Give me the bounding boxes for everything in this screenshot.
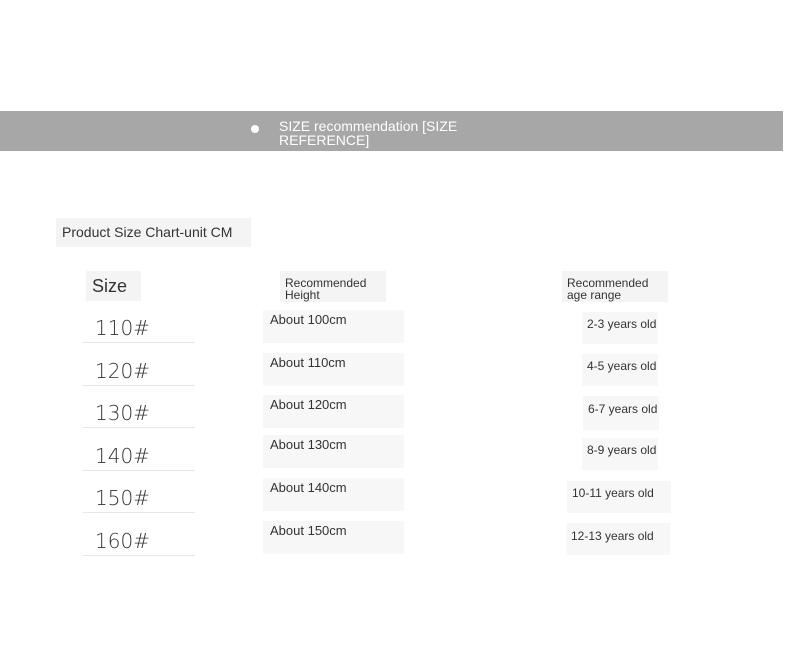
height-cell: About 150cm [263, 521, 404, 554]
age-cell: 4-5 years old [582, 354, 658, 386]
age-cell: 12-13 years old [566, 523, 670, 555]
height-cell: About 120cm [263, 395, 404, 428]
height-cell: About 140cm [263, 478, 404, 511]
size-cell: 130# [83, 398, 195, 428]
size-cell: 140# [83, 441, 195, 471]
height-cell: About 130cm [263, 435, 404, 468]
age-cell: 8-9 years old [582, 438, 658, 470]
header-recommended-height: Recommended Height [280, 271, 386, 302]
bullet-dot-icon [251, 125, 259, 133]
section-banner [0, 111, 783, 151]
height-cell: About 100cm [263, 310, 404, 343]
age-cell: 10-11 years old [567, 481, 671, 513]
header-size: Size [86, 271, 141, 301]
header-recommended-age: Recommended age range [562, 271, 668, 302]
size-cell: 160# [83, 526, 195, 556]
banner-title: SIZE recommendation [SIZE REFERENCE] [279, 118, 458, 148]
size-cell: 120# [83, 356, 195, 386]
size-chart-title: Product Size Chart-unit CM [56, 218, 251, 247]
height-cell: About 110cm [263, 353, 404, 386]
age-cell: 6-7 years old [583, 396, 659, 430]
size-cell: 110# [83, 313, 195, 343]
age-cell: 2-3 years old [582, 312, 658, 344]
size-cell: 150# [83, 483, 195, 513]
